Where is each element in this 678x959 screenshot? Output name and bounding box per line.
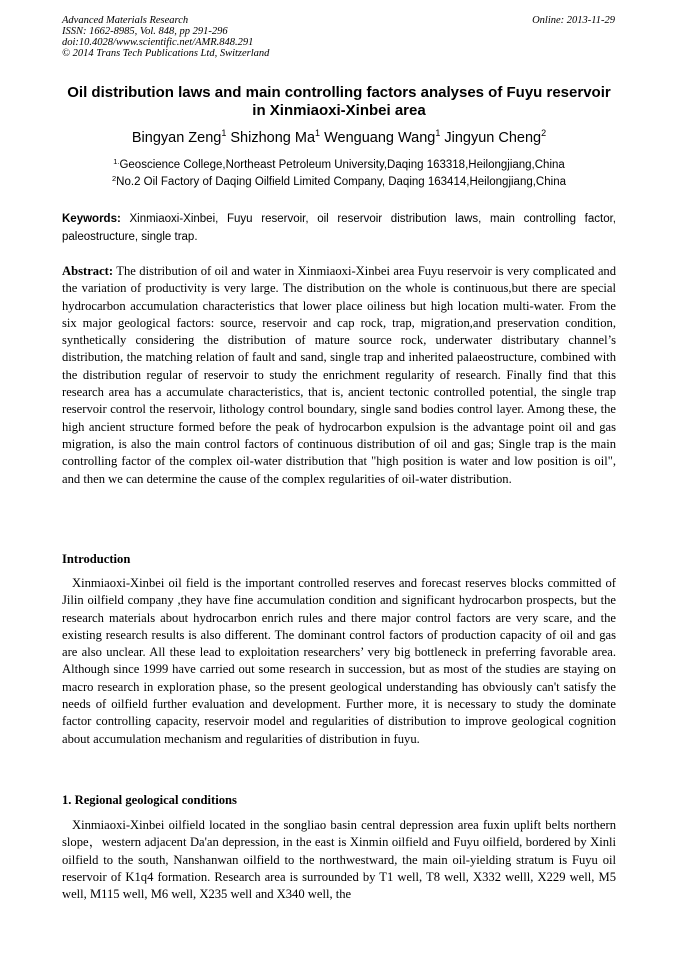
abstract-text: The distribution of oil and water in Xinmiaoxi-Xinbei area Fuyu reservoir is very complicated and the variation of productivity is very large. The distribution on the whole is continuous,but there are special hydrocarbon accumulation characteristics that lower place oiliness but high location multi-water. From the six major geological factors: source, reservoir and cap rock, trap, migration,and preservation condition, synthetically considering the distribution of mature source rock, underwater distributary channel’s distribution, the matching relation of fault and sand, single trap and inherited palaeostructure, combined with the distribution regular of reservoir to study the enrichment regularity of research. Finally find that this research area has a accumulate characteristics, that is, ancient tectonic controlled potential, the single trap reservoir control the reservoir, lithology control boundary, single sand bodies control layer. Among these, the high ancient structure formed before the peak of hydrocarbon expulsion is the advantage point oil and gas migration, is also the main control factors of continuous distribution of oil and gas; Single trap is the main controlling factor of the complex oil-water distribution that "high position is water and low position is oil", and then we can determine the cause of the complex regularities of oil-water distribution.	[62, 264, 617, 486]
keywords-block	[62, 211, 616, 246]
section-1-paragraph: Xinmiaoxi-Xinbei oilfield located in the songliao basin central depression area fuxin uplift belts northern slope，western adjacent Da'an depression, in the east is Xinmin oilfield and Fuyu oilfield, bordered by Xinli oilfield to the south, Nanshanwan oilfield to the northwestward, the main oil-yielding stratum is Fuyu oil reservoir of K1q4 formation. Research area is surrounded by T1 well, T8 well, X332 welll, X229 well, M5 well, M115 well, M6 well, X235 well and X340 well, the	[62, 818, 616, 902]
affiliation-mark: 2	[112, 174, 117, 183]
issn-line: ISSN: 1662-8985, Vol. 848, pp 291-296	[62, 26, 228, 37]
author-name: Wenguang Wang	[324, 130, 436, 146]
affiliation-list	[62, 157, 616, 191]
affiliation-mark: 1.	[113, 157, 120, 166]
affiliation-line	[62, 174, 616, 191]
author-affiliation-mark: 1	[435, 128, 441, 138]
author-name: Bingyan Zeng	[131, 130, 222, 146]
journal-name: Advanced Materials Research	[62, 15, 189, 26]
affiliation-text: No.2 Oil Factory of Daqing Oilfield Limited Company, Daqing 163414,Heilongjiang,China	[116, 176, 566, 188]
introduction-heading: Introduction	[62, 552, 131, 566]
keywords-text: Xinmiaoxi-Xinbei, Fuyu reservoir, oil reservoir distribution laws, main controlling factor, paleostructure, single trap.	[62, 213, 616, 243]
author-list	[62, 129, 616, 147]
doi-line: doi:10.4028/www.scientific.net/AMR.848.291	[62, 37, 254, 48]
author-name: Jingyun Cheng	[444, 130, 542, 146]
abstract-label: Abstract:	[62, 264, 114, 278]
affiliation-text: Geoscience College,Northeast Petroleum University,Daqing 163318,Heilongjiang,China	[119, 159, 565, 171]
affiliation-line	[62, 157, 616, 174]
copyright-line: © 2014 Trans Tech Publications Ltd, Switzerland	[62, 48, 270, 59]
section-1-heading: 1. Regional geological conditions	[62, 793, 237, 807]
keywords-label: Keywords:	[62, 213, 121, 225]
author-affiliation-mark: 1	[221, 128, 227, 138]
paper-title: Oil distribution laws and main controlling factors analyses of Fuyu reservoir in Xinmiaoxi-Xinbei area	[67, 84, 611, 119]
introduction-paragraph: Xinmiaoxi-Xinbei oil field is the important controlled reserves and forecast reserves blocks committed of Jilin oilfield company ,they have fine accumulation condition and significant hydrocarbon prospects, but the research materials about hydrocarbon enrich rules and there major control factors are very scare, and the existing research results is also different. The dominant control factors of production capacity of oil and gas are also unclear. All these lead to exploitation researchers’ very big bottleneck in preferring favorable area. Although since 1999 have carried out some research in succession, but as most of the studies are staying on macro research in exploration phase, so the present geological understanding has obviously can't satisfy the needs of oilfield further evaluation and development. Further more, it is necessary to study the dominate factor controlling capacity, reservoir model and regularities of distribution to improve geological cognition about accumulation mechanism and regularities of distribution in fuyu.	[62, 576, 616, 746]
author-affiliation-mark: 2	[541, 128, 547, 138]
journal-header	[62, 15, 422, 59]
abstract-block	[62, 263, 616, 488]
author-affiliation-mark: 1	[315, 128, 321, 138]
author-name: Shizhong Ma	[230, 130, 316, 146]
online-date: Online: 2013-11-29	[532, 15, 615, 26]
